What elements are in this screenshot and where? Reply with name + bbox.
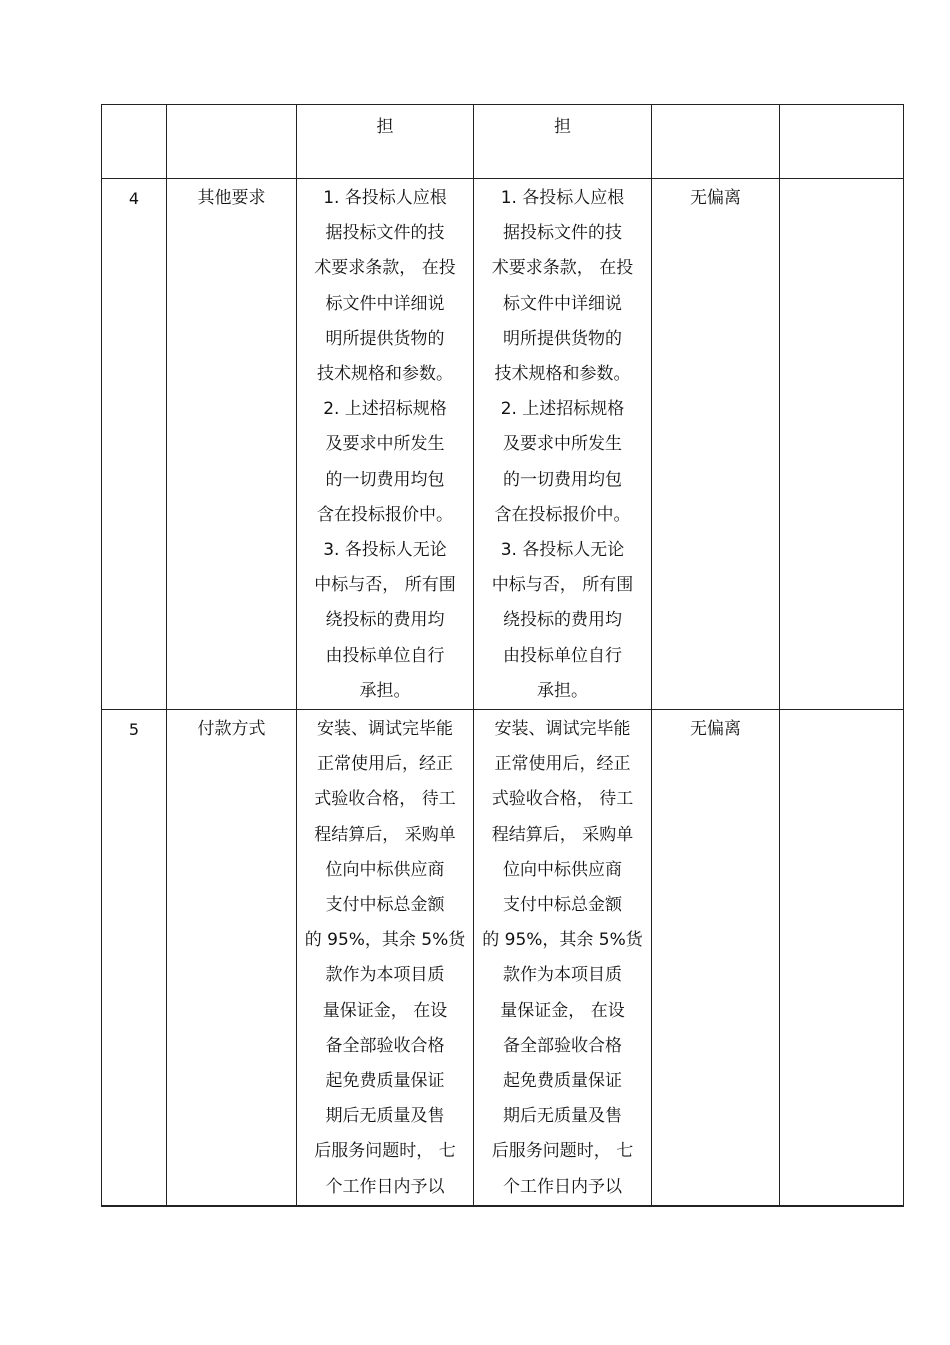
cell-text-line: 承担。 xyxy=(359,680,411,701)
cell-item xyxy=(167,105,297,179)
cell-deviation: 无偏离 xyxy=(652,710,780,1206)
cell-text-line: 个工作日内予以 xyxy=(503,1176,622,1197)
cell-text-line: 担 xyxy=(376,117,394,137)
cell-text-line: 承担。 xyxy=(537,680,588,701)
cell-text-line: 担 xyxy=(554,117,571,137)
cell-text-line: 款作为本项目质 xyxy=(325,965,445,986)
cell-text-line: 量保证金， 在设 xyxy=(500,1000,625,1021)
cell-item: 其他要求 xyxy=(167,179,297,710)
cell-text-line: 3. 各投标人无论 xyxy=(323,540,447,561)
cell-text-line: 标文件中详细说 xyxy=(325,293,445,314)
cell-no: 4 xyxy=(102,179,167,710)
cell-text-line: 量保证金， 在设 xyxy=(322,1000,448,1021)
cell-text-line: 1. 各投标人应根 xyxy=(323,188,447,208)
cell-text-line: 2. 上述招标规格 xyxy=(323,399,447,420)
cell-text-line: 的一切费用均包 xyxy=(503,469,622,490)
cell-text-line: 位向中标供应商 xyxy=(503,859,622,880)
cell-response xyxy=(474,179,652,710)
cell-deviation: 无偏离 xyxy=(652,179,780,710)
cell-text-line: 式验收合格， 待工 xyxy=(491,789,634,810)
cell-response xyxy=(474,105,652,179)
cell-text-line: 安装、调试完毕能 xyxy=(317,719,453,740)
cell-text-line: 期后无质量及售 xyxy=(325,1106,445,1127)
cell-text-line: 据投标文件的技 xyxy=(503,223,622,244)
cell-response xyxy=(474,710,652,1206)
cell-remark xyxy=(780,105,904,179)
cell-text-line: 标文件中详细说 xyxy=(503,293,622,314)
cell-text-line: 备全部验收合格 xyxy=(503,1035,622,1056)
cell-text-line: 由投标单位自行 xyxy=(503,645,622,666)
cell-text-line: 正常使用后，经正 xyxy=(317,754,453,775)
cell-text-line: 款作为本项目质 xyxy=(503,965,622,986)
cell-text-line: 2. 上述招标规格 xyxy=(500,399,625,420)
table-row xyxy=(102,710,904,1206)
cell-text-line: 技术规格和参数。 xyxy=(494,364,631,385)
cell-text-line: 的 95%，其余 5%货 xyxy=(304,930,466,951)
cell-text-line: 据投标文件的技 xyxy=(325,223,445,244)
cell-text-line: 后服务问题时， 七 xyxy=(314,1141,456,1162)
cell-text-line: 术要求条款， 在投 xyxy=(491,258,634,279)
cell-remark xyxy=(780,710,904,1206)
cell-no xyxy=(102,105,167,179)
cell-text-line: 式验收合格， 待工 xyxy=(314,789,456,810)
cell-text-line: 程结算后， 采购单 xyxy=(314,824,456,845)
cell-requirement xyxy=(297,710,474,1206)
cell-text-line: 起免费质量保证 xyxy=(325,1071,445,1092)
cell-text-line: 位向中标供应商 xyxy=(325,859,445,880)
cell-remark xyxy=(780,179,904,710)
cell-text-line: 的 95%，其余 5%货 xyxy=(482,930,643,951)
cell-text-line: 及要求中所发生 xyxy=(325,434,445,455)
cell-text-line: 绕投标的费用均 xyxy=(503,610,622,631)
cell-text-line: 备全部验收合格 xyxy=(325,1035,445,1056)
cell-text-line: 后服务问题时， 七 xyxy=(491,1141,634,1162)
cell-text-line: 及要求中所发生 xyxy=(503,434,622,455)
cell-text-line: 术要求条款， 在投 xyxy=(314,258,456,279)
cell-text-line: 的一切费用均包 xyxy=(325,469,445,490)
cell-requirement xyxy=(297,179,474,710)
cell-text-line: 3. 各投标人无论 xyxy=(500,540,625,561)
cell-text-line: 技术规格和参数。 xyxy=(317,364,453,385)
cell-text-line: 支付中标总金额 xyxy=(503,895,622,916)
cell-text-line: 程结算后， 采购单 xyxy=(491,824,634,845)
cell-text-line: 由投标单位自行 xyxy=(325,645,445,666)
cell-text-line: 期后无质量及售 xyxy=(503,1106,622,1127)
table-row xyxy=(102,179,904,710)
table-row-continued xyxy=(102,105,904,179)
cell-text-line: 明所提供货物的 xyxy=(503,328,622,349)
cell-deviation xyxy=(652,105,780,179)
cell-text-line: 明所提供货物的 xyxy=(325,328,445,349)
cell-text-line: 起免费质量保证 xyxy=(503,1071,622,1092)
cell-text-line: 含在投标报价中。 xyxy=(317,504,453,525)
cell-item: 付款方式 xyxy=(167,710,297,1206)
cell-text-line: 绕投标的费用均 xyxy=(325,610,445,631)
cell-text-line: 1. 各投标人应根 xyxy=(500,188,625,208)
cell-requirement xyxy=(297,105,474,179)
cell-text-line: 中标与否， 所有围 xyxy=(491,575,634,596)
cell-no: 5 xyxy=(102,710,167,1206)
cell-text-line: 个工作日内予以 xyxy=(325,1176,445,1197)
cell-text-line: 含在投标报价中。 xyxy=(494,504,631,525)
cell-text-line: 正常使用后，经正 xyxy=(494,754,631,775)
cell-text-line: 中标与否， 所有围 xyxy=(314,575,456,596)
compliance-table xyxy=(101,104,904,1207)
cell-text-line: 安装、调试完毕能 xyxy=(494,719,631,740)
cell-text-line: 支付中标总金额 xyxy=(325,895,445,916)
